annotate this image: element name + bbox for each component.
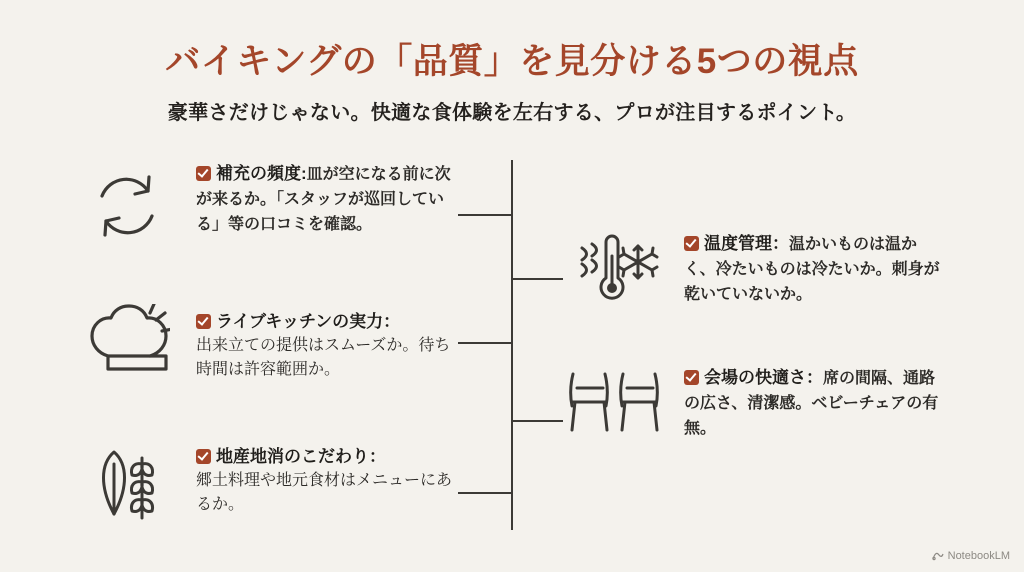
footer-branding [932,550,1010,562]
chef-hat-icon [84,304,170,389]
page-subtitle: 豪華さだけじゃない。快適な食体験を左右する、プロが注目するポイント。 [167,102,857,124]
list-item [196,310,458,382]
checkbox-icon [684,370,699,385]
list-item [196,162,458,237]
item-heading-text: ライブキッチンの実力： [216,312,401,331]
chairs-icon [565,368,663,443]
item-heading-text: 会場の快適さ： [704,368,823,387]
item-heading [196,310,458,334]
branch-line-left-2 [458,342,512,344]
checkbox-icon [196,314,211,329]
list-item [684,232,946,307]
item-body: 郷土料理や地元食材はメニューにあるか。 [196,472,453,514]
checkbox-icon [196,166,211,181]
item-heading-text: 地産地消のこだわり： [216,447,386,466]
item-body-inline: 席の間隔、通路の広さ、清潔感。ベビーチェアの有無。 [684,370,939,437]
list-item [684,366,942,441]
item-heading-text: 温度管理： [704,234,789,253]
item-heading [684,366,942,441]
item-heading-text: 補充の頻度: [216,164,307,183]
leaf-wheat-icon [84,442,170,533]
item-heading [684,232,946,307]
item-body-inline: 温かいものは温かく、冷たいものは冷たいか。刺身が乾いていないか。 [684,236,940,303]
branch-line-left-1 [458,214,512,216]
checkbox-icon [684,236,699,251]
list-item [196,445,466,517]
item-body-inline: 皿が空になる前に次が来るか。「スタッフが巡回している」等の口コミを確認。 [196,166,451,233]
refresh-cycle-icon [84,166,170,251]
thermometer-snowflake-icon [568,226,660,323]
checkbox-icon [196,449,211,464]
item-heading [196,445,466,469]
item-body: 出来立ての提供はスムーズか。待ち時間は許容範囲か。 [196,337,451,379]
notebooklm-icon [932,550,944,562]
footer-label: NotebookLM [947,550,1010,562]
page-title: バイキングの「品質」を見分ける5つの視点 [165,42,859,81]
item-heading [196,162,458,237]
branch-line-right-1 [511,278,563,280]
branch-line-left-3 [458,492,512,494]
branch-line-right-2 [511,420,563,422]
